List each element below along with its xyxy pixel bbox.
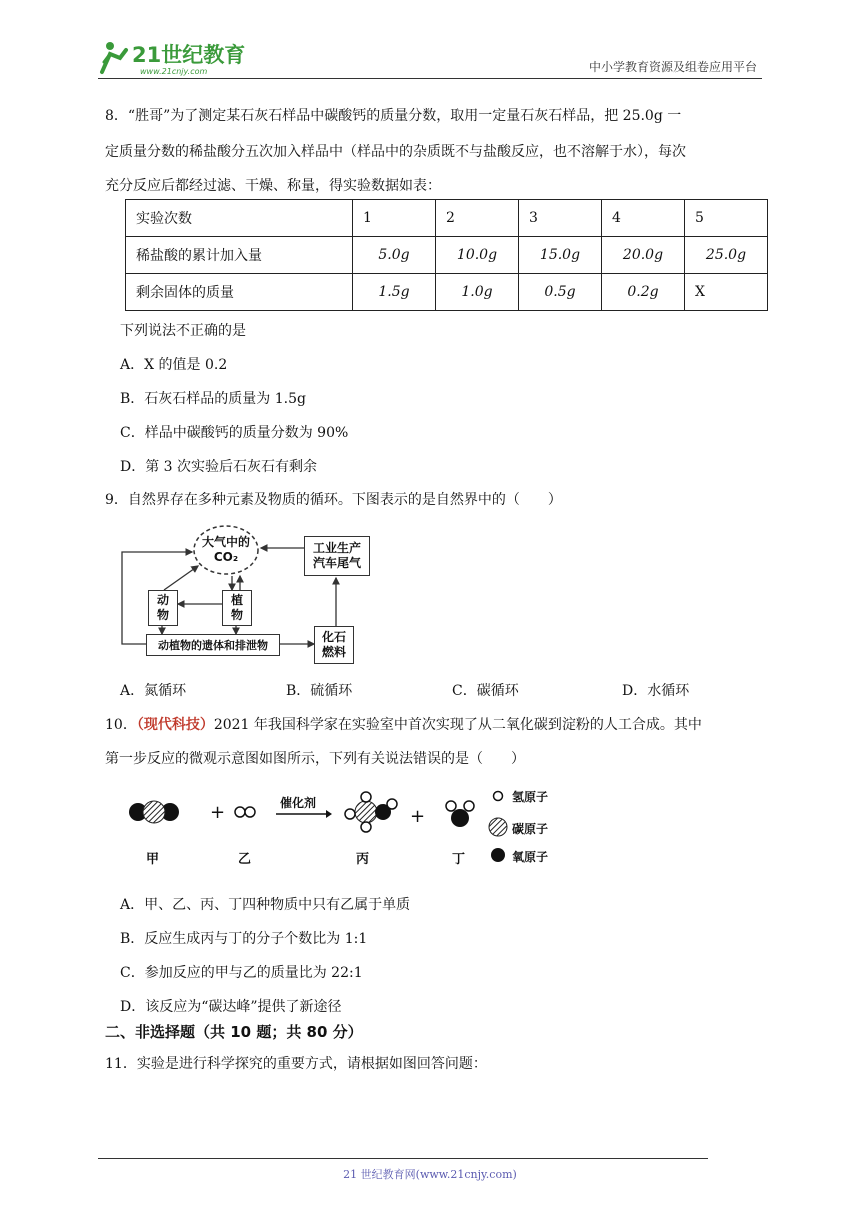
- table-header-cell: 实验次数: [126, 200, 353, 237]
- logo-url: www.21cnjy.com: [140, 67, 208, 76]
- table-row: [126, 237, 768, 274]
- table-cell: 1.5g: [353, 274, 436, 311]
- fossil-fuel-node: 化石 燃料: [314, 626, 354, 664]
- molecule-label-yi: 乙: [238, 852, 252, 867]
- q9-option-d: D．水循环: [622, 683, 690, 699]
- plant-node: 植 物: [222, 590, 252, 626]
- table-cell: 1.0g: [436, 274, 519, 311]
- q11-stem: 11．实验是进行科学探究的重要方式，请根据如图回答问题：: [105, 1056, 487, 1072]
- site-logo: [96, 38, 266, 78]
- atmosphere-label: 大气中的: [201, 535, 250, 549]
- remains-node: 动植物的遗体和排泄物: [146, 634, 280, 656]
- q10-tag: （现代科技）: [136, 717, 214, 733]
- animal-node: 动 物: [148, 590, 178, 626]
- q10-option-b: B．反应生成丙与丁的分子个数比为 1:1: [120, 931, 368, 947]
- catalyst-label: 催化剂: [280, 796, 317, 810]
- q9-option-a: A．氮循环: [120, 683, 187, 699]
- section-heading: 二、非选择题（共 10 题；共 80 分）: [105, 1023, 363, 1041]
- table-cell: 20.0g: [602, 237, 685, 274]
- site-tagline: 中小学教育资源及组卷应用平台: [588, 60, 757, 74]
- table-cell: 5: [685, 200, 768, 237]
- q8-data-table: [125, 199, 768, 311]
- q10-stem-line1: 10．（现代科技）2021 年我国科学家在实验室中首次实现了从二氧化碳到淀粉的人工合成。其中: [105, 717, 702, 733]
- reaction-diagram: [120, 782, 580, 872]
- industry-node: 工业生产 汽车尾气: [304, 536, 370, 576]
- table-header-cell: 稀盐酸的累计加入量: [126, 237, 353, 274]
- table-row: [126, 274, 768, 311]
- q10-option-a: A．甲、乙、丙、丁四种物质中只有乙属于单质: [120, 897, 411, 913]
- table-row: [126, 200, 768, 237]
- molecule-label-bing: 丙: [356, 852, 370, 867]
- q10-line1-text: 2021 年我国科学家在实验室中首次实现了从二氧化碳到淀粉的人工合成。其中: [213, 717, 702, 733]
- q9-stem: 9．自然界存在多种元素及物质的循环。下图表示的是自然界中的（ ）: [105, 492, 562, 508]
- q8-stem-line1: 8．“胜哥”为了测定某石灰石样品中碳酸钙的质量分数，取用一定量石灰石样品，把 25.0g 一: [105, 108, 682, 124]
- table-cell: 5.0g: [353, 237, 436, 274]
- table-cell: 25.0g: [685, 237, 768, 274]
- q9-option-b: B．硫循环: [286, 683, 353, 699]
- molecule-label-jia: 甲: [146, 852, 160, 867]
- atmosphere-co2-node: [198, 532, 254, 568]
- table-cell: 10.0g: [436, 237, 519, 274]
- table-cell: 1: [353, 200, 436, 237]
- svg-text:+: +: [410, 806, 426, 827]
- q8-option-d: D．第 3 次实验后石灰石有剩余: [120, 459, 318, 475]
- q8-stem-line3: 充分反应后都经过滤、干燥、称量，得实验数据如表：: [105, 178, 441, 194]
- table-cell: 0.5g: [519, 274, 602, 311]
- co2-label: CO₂: [213, 550, 239, 564]
- footer-text: 21 世纪教育网(www.21cnjy.com): [343, 1168, 517, 1181]
- table-cell: 15.0g: [519, 237, 602, 274]
- table-cell: 3: [519, 200, 602, 237]
- q10-stem-line2: 第一步反应的微观示意图如图所示，下列有关说法错误的是（ ）: [105, 751, 525, 767]
- q9-option-c: C．碳循环: [452, 683, 519, 699]
- table-header-cell: 剩余固体的质量: [126, 274, 353, 311]
- header-divider: [98, 78, 762, 79]
- q10-option-c: C．参加反应的甲与乙的质量比为 22:1: [120, 965, 363, 981]
- q8-stem-line2: 定质量分数的稀盐酸分五次加入样品中（样品中的杂质既不与盐酸反应，也不溶解于水），每次: [105, 144, 686, 160]
- footer-divider: [98, 1158, 708, 1159]
- logo-text: 21世纪教育: [132, 43, 246, 67]
- carbon-atom-icon: [489, 818, 507, 836]
- legend-carbon: 碳原子: [512, 822, 549, 836]
- table-cell: X: [685, 274, 768, 311]
- q8-option-a: A．X 的值是 0.2: [120, 357, 228, 373]
- legend-hydrogen: 氢原子: [512, 790, 549, 804]
- table-cell: 2: [436, 200, 519, 237]
- carbon-cycle-diagram: [118, 518, 388, 670]
- q8-prompt: 下列说法不正确的是: [120, 323, 246, 339]
- table-cell: 4: [602, 200, 685, 237]
- oxygen-atom-icon: [491, 848, 505, 862]
- svg-text:+: +: [210, 802, 226, 823]
- hydrogen-atom-icon: [494, 792, 503, 801]
- q10-option-d: D．该反应为“碳达峰”提供了新途径: [120, 999, 342, 1015]
- molecule-label-ding: 丁: [452, 852, 466, 867]
- q8-option-b: B．石灰石样品的质量为 1.5g: [120, 391, 306, 407]
- legend-oxygen: 氧原子: [512, 850, 549, 864]
- q8-option-c: C．样品中碳酸钙的质量分数为 90%: [120, 425, 349, 441]
- table-cell: 0.2g: [602, 274, 685, 311]
